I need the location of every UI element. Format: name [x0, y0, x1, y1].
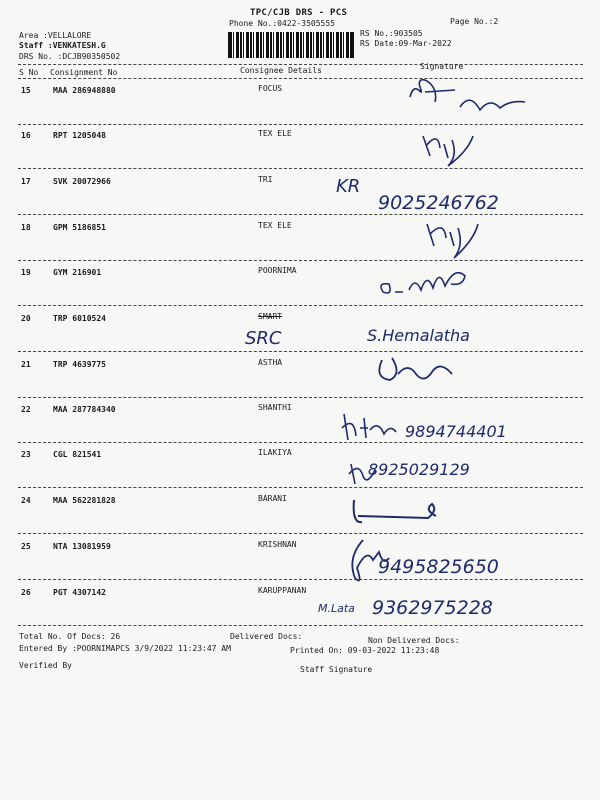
divider [18, 579, 583, 580]
verified-by-label: Verified By [19, 661, 72, 670]
consignee-name: SMART [258, 312, 283, 321]
serial-number: 23 [21, 450, 31, 459]
divider [18, 124, 583, 125]
consignment-number: MAA 287784340 [53, 405, 116, 414]
handwritten-phone: 9362975228 [372, 597, 493, 619]
total-docs: Total No. Of Docs: 26 [19, 632, 121, 641]
column-header-consignee: Consignee Details [240, 66, 322, 75]
divider [18, 397, 583, 398]
divider [18, 214, 583, 215]
consignment-number: NTA 13081959 [53, 542, 111, 551]
barcode [228, 32, 354, 58]
divider [18, 168, 583, 169]
divider [18, 533, 583, 534]
staff-signature-label: Staff Signature [300, 665, 373, 674]
consignment-number: MAA 286948880 [53, 86, 116, 95]
consignment-number: CGL 821541 [53, 450, 102, 459]
serial-number: 20 [21, 314, 31, 323]
divider [18, 64, 583, 65]
entered-by: Entered By :POORNIMAPCS 3/9/2022 11:23:47 AM [19, 644, 231, 653]
signature-mark [422, 216, 482, 256]
staff-label: Staff :VENKATESH.G [19, 41, 106, 50]
serial-number: 16 [21, 131, 31, 140]
handwritten-phone: 9495825650 [378, 556, 499, 578]
consignment-number: RPT 1205048 [53, 131, 106, 140]
printed-on: Printed On: 09-03-2022 11:23:48 [290, 646, 440, 655]
divider [18, 442, 583, 443]
document-title: TPC/CJB DRS - PCS [250, 8, 348, 18]
serial-number: 17 [21, 177, 31, 186]
serial-number: 24 [21, 496, 31, 505]
handwritten-phone: 9025246762 [378, 192, 499, 214]
consignee-name: SHANTHI [258, 403, 292, 412]
consignment-number: SVK 20072966 [53, 177, 111, 186]
divider [18, 351, 583, 352]
consignment-number: GPM 5186851 [53, 223, 106, 232]
serial-number: 18 [21, 223, 31, 232]
consignee-name: KARUPPANAN [258, 586, 307, 595]
consignment-number: PGT 4307142 [53, 588, 106, 597]
consignee-name: TEX ELE [258, 221, 292, 230]
column-header-consignment: Consignment No [50, 68, 118, 77]
phone-number: Phone No.:0422-3505555 [229, 19, 335, 28]
column-header-signature: Signature [420, 62, 464, 71]
divider [18, 625, 583, 626]
consignee-name: KRISHNAN [258, 540, 297, 549]
drs-number: DRS No. :DCJB90350502 [19, 52, 121, 61]
consignee-name: TEX ELE [258, 129, 292, 138]
serial-number: 21 [21, 360, 31, 369]
divider [18, 305, 583, 306]
consignment-number: GYM 216901 [53, 268, 102, 277]
signature-mark [338, 410, 398, 446]
signature-mark [372, 348, 462, 388]
handwritten-phone: 9894744401 [405, 422, 507, 441]
handwritten-name: M.Lata [318, 602, 355, 615]
serial-number: 19 [21, 268, 31, 277]
divider [18, 487, 583, 488]
handwritten-text: SRC [245, 328, 282, 349]
signature-mark [400, 72, 530, 122]
consignee-name: ASTHA [258, 358, 283, 367]
serial-number: 15 [21, 86, 31, 95]
non-delivered-docs-label: Non Delivered Docs: [368, 636, 460, 645]
serial-number: 22 [21, 405, 31, 414]
consignee-name: POORNIMA [258, 266, 297, 275]
rs-number: RS No.:903505 [360, 29, 423, 38]
consignee-name: ILAKIYA [258, 448, 292, 457]
handwritten-name: S.Hemalatha [367, 326, 470, 345]
serial-number: 26 [21, 588, 31, 597]
consignee-name: FOCUS [258, 84, 283, 93]
delivered-docs-label: Delivered Docs: [230, 632, 303, 641]
handwritten-phone: 8925029129 [368, 460, 470, 479]
consignment-number: MAA 562281828 [53, 496, 116, 505]
signature-mark [348, 496, 448, 532]
consignee-name: BARANI [258, 494, 287, 503]
signature-mark [375, 262, 475, 306]
consignment-number: TRP 6010524 [53, 314, 106, 323]
consignment-number: TRP 4639775 [53, 360, 106, 369]
serial-number: 25 [21, 542, 31, 551]
handwritten-initials: KR [336, 176, 361, 197]
column-header-sno: S No [19, 68, 39, 77]
rs-date: RS Date:09-Mar-2022 [360, 39, 452, 48]
signature-mark [418, 126, 478, 166]
area-label: Area :VELLALORE [19, 31, 92, 40]
divider [18, 260, 583, 261]
page-number: Page No.:2 [450, 17, 499, 26]
consignee-name: TRI [258, 175, 273, 184]
